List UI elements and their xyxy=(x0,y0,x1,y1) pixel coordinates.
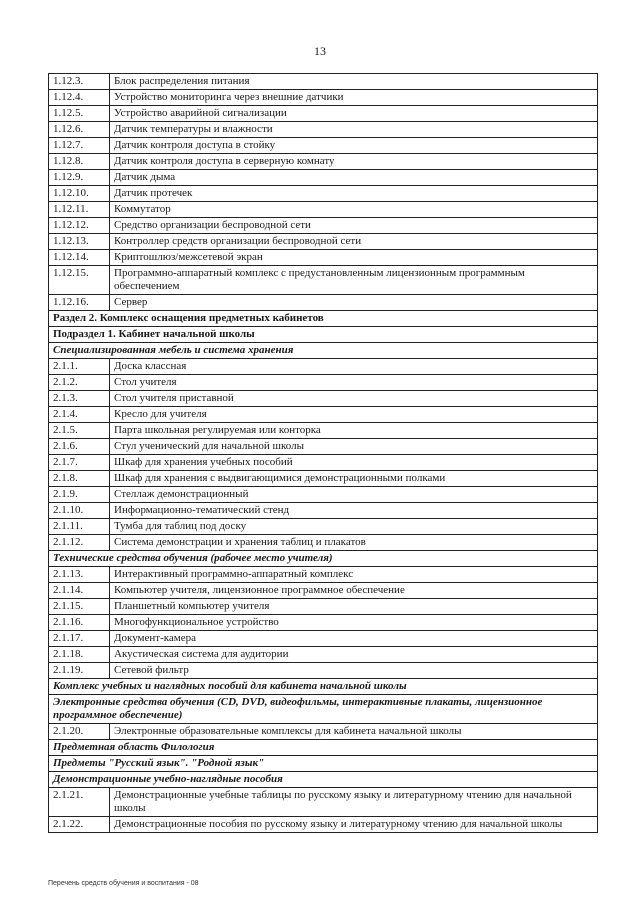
table-row xyxy=(49,631,598,647)
group-heading: Технические средства обучения (рабочее место учителя) xyxy=(49,551,598,567)
item-name: Устройство аварийной сигнализации xyxy=(110,106,598,122)
item-name: Интерактивный программно-аппаратный комплекс xyxy=(110,567,598,583)
item-number: 2.1.10. xyxy=(49,503,110,519)
table-row xyxy=(49,375,598,391)
item-number: 1.12.3. xyxy=(49,74,110,90)
item-number: 2.1.1. xyxy=(49,359,110,375)
equipment-table xyxy=(48,73,598,833)
table-row xyxy=(49,250,598,266)
table-row xyxy=(49,817,598,833)
table-row xyxy=(49,647,598,663)
item-number: 2.1.5. xyxy=(49,423,110,439)
table-row xyxy=(49,503,598,519)
item-name: Средство организации беспроводной сети xyxy=(110,218,598,234)
table-row xyxy=(49,615,598,631)
item-name: Стол учителя приставной xyxy=(110,391,598,407)
table-row xyxy=(49,423,598,439)
table-row xyxy=(49,202,598,218)
group-heading-row xyxy=(49,756,598,772)
table-row xyxy=(49,295,598,311)
item-name: Коммутатор xyxy=(110,202,598,218)
table-row xyxy=(49,663,598,679)
table-row xyxy=(49,471,598,487)
item-name: Демонстрационные пособия по русскому языку и литературному чтению для начальной школы xyxy=(110,817,598,833)
item-name: Многофункциональное устройство xyxy=(110,615,598,631)
item-name: Акустическая система для аудитории xyxy=(110,647,598,663)
item-name: Программно-аппаратный комплекс с предустановленным лицензионным программным обеспечением xyxy=(110,266,598,295)
group-heading: Комплекс учебных и наглядных пособий для кабинета начальной школы xyxy=(49,679,598,695)
item-name: Система демонстрации и хранения таблиц и плакатов xyxy=(110,535,598,551)
table-row xyxy=(49,154,598,170)
table-row xyxy=(49,583,598,599)
page-footer: Перечень средств обучения и воспитания - 08 xyxy=(48,880,199,887)
item-name: Парта школьная регулируемая или конторка xyxy=(110,423,598,439)
item-number: 1.12.5. xyxy=(49,106,110,122)
item-number: 1.12.13. xyxy=(49,234,110,250)
item-name: Датчик протечек xyxy=(110,186,598,202)
table-body xyxy=(49,74,598,833)
section-heading-row xyxy=(49,327,598,343)
section-heading: Раздел 2. Комплекс оснащения предметных кабинетов xyxy=(49,311,598,327)
group-heading-row xyxy=(49,679,598,695)
table-row xyxy=(49,266,598,295)
item-number: 2.1.11. xyxy=(49,519,110,535)
table-row xyxy=(49,599,598,615)
item-name: Устройство мониторинга через внешние датчики xyxy=(110,90,598,106)
table-row xyxy=(49,788,598,817)
item-number: 2.1.17. xyxy=(49,631,110,647)
group-heading-row xyxy=(49,772,598,788)
item-name: Шкаф для хранения с выдвигающимися демонстрационными полками xyxy=(110,471,598,487)
item-number: 2.1.12. xyxy=(49,535,110,551)
table-row xyxy=(49,391,598,407)
item-number: 2.1.3. xyxy=(49,391,110,407)
item-number: 2.1.8. xyxy=(49,471,110,487)
item-name: Доска классная xyxy=(110,359,598,375)
table-row xyxy=(49,407,598,423)
table-row xyxy=(49,122,598,138)
item-number: 2.1.20. xyxy=(49,724,110,740)
item-name: Сервер xyxy=(110,295,598,311)
item-number: 1.12.11. xyxy=(49,202,110,218)
group-heading: Электронные средства обучения (CD, DVD, видеофильмы, интерактивные плакаты, лицензионное программное обеспечение) xyxy=(49,695,598,724)
item-name: Демонстрационные учебные таблицы по русскому языку и литературному чтению для начальной школы xyxy=(110,788,598,817)
item-number: 1.12.6. xyxy=(49,122,110,138)
item-number: 1.12.14. xyxy=(49,250,110,266)
item-name: Сетевой фильтр xyxy=(110,663,598,679)
table-row xyxy=(49,535,598,551)
item-name: Блок распределения питания xyxy=(110,74,598,90)
item-number: 1.12.7. xyxy=(49,138,110,154)
item-number: 1.12.8. xyxy=(49,154,110,170)
item-name: Документ-камера xyxy=(110,631,598,647)
item-name: Датчик контроля доступа в серверную комнату xyxy=(110,154,598,170)
item-name: Датчик контроля доступа в стойку xyxy=(110,138,598,154)
item-number: 2.1.13. xyxy=(49,567,110,583)
group-heading-row xyxy=(49,343,598,359)
item-number: 2.1.7. xyxy=(49,455,110,471)
table-row xyxy=(49,218,598,234)
item-number: 2.1.6. xyxy=(49,439,110,455)
item-number: 2.1.16. xyxy=(49,615,110,631)
item-number: 1.12.4. xyxy=(49,90,110,106)
item-number: 2.1.22. xyxy=(49,817,110,833)
group-heading-row xyxy=(49,740,598,756)
table-row xyxy=(49,138,598,154)
table-row xyxy=(49,724,598,740)
item-number: 2.1.2. xyxy=(49,375,110,391)
item-number: 2.1.18. xyxy=(49,647,110,663)
item-number: 1.12.10. xyxy=(49,186,110,202)
item-name: Стол учителя xyxy=(110,375,598,391)
table-row xyxy=(49,567,598,583)
item-number: 2.1.4. xyxy=(49,407,110,423)
page-number: 13 xyxy=(314,44,326,58)
table-row xyxy=(49,90,598,106)
group-heading: Предметы "Русский язык". "Родной язык" xyxy=(49,756,598,772)
section-heading-row xyxy=(49,311,598,327)
item-number: 1.12.9. xyxy=(49,170,110,186)
group-heading-row xyxy=(49,551,598,567)
item-name: Кресло для учителя xyxy=(110,407,598,423)
item-number: 2.1.21. xyxy=(49,788,110,817)
item-name: Планшетный компьютер учителя xyxy=(110,599,598,615)
item-number: 2.1.14. xyxy=(49,583,110,599)
group-heading-row xyxy=(49,695,598,724)
item-number: 2.1.19. xyxy=(49,663,110,679)
item-number: 2.1.15. xyxy=(49,599,110,615)
group-heading: Специализированная мебель и система хранения xyxy=(49,343,598,359)
item-name: Компьютер учителя, лицензионное программное обеспечение xyxy=(110,583,598,599)
item-name: Электронные образовательные комплексы для кабинета начальной школы xyxy=(110,724,598,740)
table-row xyxy=(49,106,598,122)
item-number: 1.12.15. xyxy=(49,266,110,295)
table-row xyxy=(49,439,598,455)
table-row xyxy=(49,234,598,250)
table-row xyxy=(49,170,598,186)
item-name: Тумба для таблиц под доску xyxy=(110,519,598,535)
group-heading: Демонстрационные учебно-наглядные пособия xyxy=(49,772,598,788)
item-name: Шкаф для хранения учебных пособий xyxy=(110,455,598,471)
table-row xyxy=(49,74,598,90)
item-name: Контроллер средств организации беспроводной сети xyxy=(110,234,598,250)
item-name: Криптошлюз/межсетевой экран xyxy=(110,250,598,266)
item-number: 1.12.16. xyxy=(49,295,110,311)
item-number: 2.1.9. xyxy=(49,487,110,503)
table-row xyxy=(49,186,598,202)
group-heading: Предметная область Филология xyxy=(49,740,598,756)
item-name: Стул ученический для начальной школы xyxy=(110,439,598,455)
item-name: Стеллаж демонстрационный xyxy=(110,487,598,503)
item-name: Информационно-тематический стенд xyxy=(110,503,598,519)
section-heading: Подраздел 1. Кабинет начальной школы xyxy=(49,327,598,343)
table-row xyxy=(49,359,598,375)
item-number: 1.12.12. xyxy=(49,218,110,234)
table-row xyxy=(49,519,598,535)
table-row xyxy=(49,455,598,471)
table-row xyxy=(49,487,598,503)
item-name: Датчик температуры и влажности xyxy=(110,122,598,138)
item-name: Датчик дыма xyxy=(110,170,598,186)
